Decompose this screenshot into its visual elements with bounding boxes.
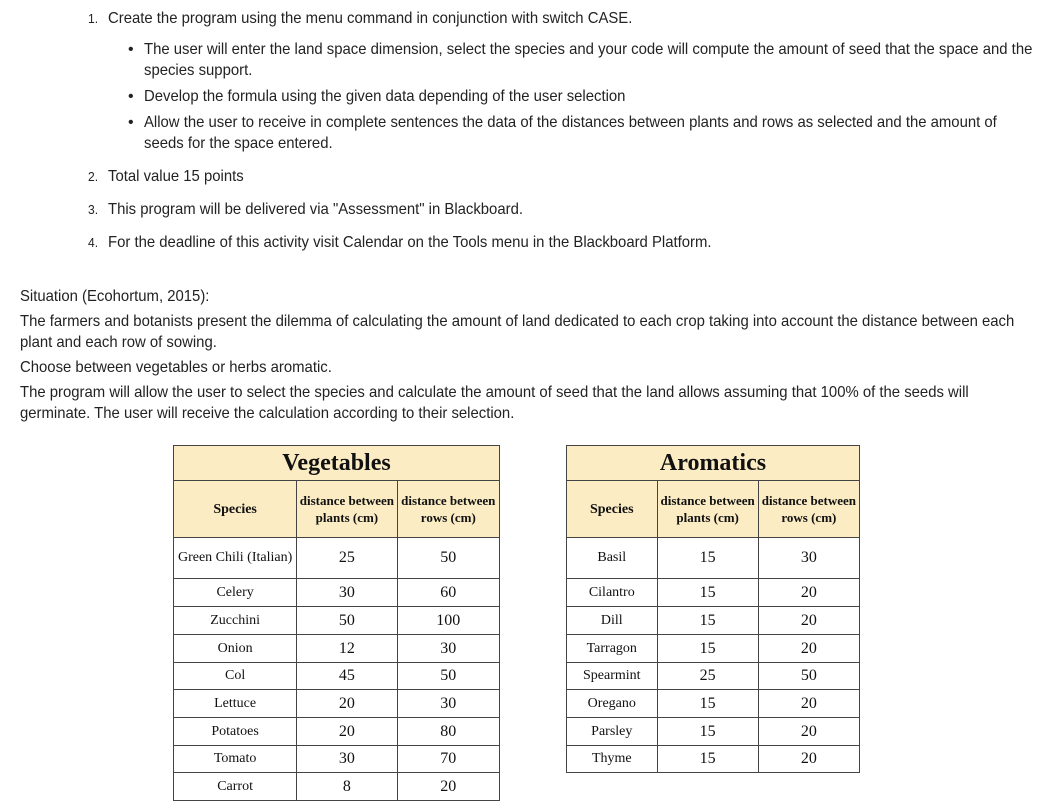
value-cell: 70	[397, 746, 499, 773]
value-cell: 15	[657, 718, 758, 746]
table-title: Aromatics	[567, 446, 860, 481]
table-row	[567, 746, 860, 773]
species-cell: Carrot	[174, 773, 297, 801]
bullet-item: • The user will enter the land space dimension, select the species and your code will compute the amount of seed that the space and the species support.	[128, 41, 1033, 79]
situation-heading: Situation (Ecohortum, 2015):	[20, 288, 210, 305]
table-row	[174, 773, 500, 801]
species-cell: Onion	[174, 635, 297, 663]
situation-section	[20, 286, 1030, 424]
table-row	[174, 663, 500, 690]
table-header-row	[174, 481, 500, 538]
aromatics-table	[566, 445, 860, 773]
species-cell: Spearmint	[567, 663, 658, 690]
species-cell: Cilantro	[567, 579, 658, 607]
column-header: distance between rows (cm)	[397, 481, 499, 538]
value-cell: 30	[297, 746, 397, 773]
value-cell: 30	[297, 579, 397, 607]
instruction-item-3	[88, 199, 1033, 220]
table-row	[174, 579, 500, 607]
value-cell: 20	[758, 635, 859, 663]
bullet-item: • Develop the formula using the given data depending of the user selection	[128, 88, 626, 105]
value-cell: 50	[397, 538, 499, 579]
item-text: For the deadline of this activity visit Calendar on the Tools menu in the Blackboard Platform.	[108, 234, 712, 251]
value-cell: 25	[657, 663, 758, 690]
value-cell: 30	[397, 635, 499, 663]
table-row	[567, 579, 860, 607]
species-cell: Tomato	[174, 746, 297, 773]
value-cell: 12	[297, 635, 397, 663]
instruction-bullets	[88, 39, 1033, 154]
situation-paragraph: The program will allow the user to select the species and calculate the amount of seed that the land allows assuming that 100% of the seeds will germinate. The user will receive the calculation according to their selection.	[20, 384, 969, 422]
species-cell: Celery	[174, 579, 297, 607]
value-cell: 8	[297, 773, 397, 801]
table-row	[174, 635, 500, 663]
value-cell: 20	[758, 718, 859, 746]
value-cell: 15	[657, 579, 758, 607]
item-text: This program will be delivered via "Assessment" in Blackboard.	[108, 201, 523, 218]
value-cell: 20	[758, 607, 859, 635]
situation-paragraph: Choose between vegetables or herbs aromatic.	[20, 359, 332, 376]
value-cell: 20	[758, 579, 859, 607]
value-cell: 20	[758, 690, 859, 718]
value-cell: 20	[297, 718, 397, 746]
table-row	[567, 607, 860, 635]
instruction-item-2	[88, 166, 1033, 187]
table-row	[567, 663, 860, 690]
vegetables-table	[173, 445, 500, 801]
item-number: 3.	[88, 202, 99, 217]
species-cell: Lettuce	[174, 690, 297, 718]
value-cell: 25	[297, 538, 397, 579]
column-header: distance between plants (cm)	[657, 481, 758, 538]
table-row	[174, 690, 500, 718]
table-title-row	[567, 446, 860, 481]
species-cell: Parsley	[567, 718, 658, 746]
item-number: 1.	[88, 11, 99, 26]
instruction-item-1	[88, 8, 1033, 29]
species-cell: Thyme	[567, 746, 658, 773]
column-header: distance between rows (cm)	[758, 481, 859, 538]
value-cell: 20	[758, 746, 859, 773]
value-cell: 45	[297, 663, 397, 690]
vegetables-body	[174, 446, 500, 801]
bullet-item: • Allow the user to receive in complete sentences the data of the distances between plants and rows as selected and the amount of seeds for the space entered.	[128, 114, 997, 152]
item-number: 2.	[88, 169, 99, 184]
species-cell: Zucchini	[174, 607, 297, 635]
value-cell: 15	[657, 635, 758, 663]
species-cell: Potatoes	[174, 718, 297, 746]
species-cell: Tarragon	[567, 635, 658, 663]
value-cell: 20	[297, 690, 397, 718]
table-row	[567, 718, 860, 746]
table-header-row	[567, 481, 860, 538]
situation-paragraph: The farmers and botanists present the dilemma of calculating the amount of land dedicated to each crop taking into account the distance between each plant and each row of sowing.	[20, 313, 1015, 351]
value-cell: 30	[397, 690, 499, 718]
column-header: distance between plants (cm)	[297, 481, 397, 538]
value-cell: 50	[297, 607, 397, 635]
column-header: Species	[174, 481, 297, 538]
instructions-list	[88, 8, 1033, 253]
item-text: Total value 15 points	[108, 168, 244, 185]
species-cell: Oregano	[567, 690, 658, 718]
species-cell: Dill	[567, 607, 658, 635]
value-cell: 100	[397, 607, 499, 635]
aromatics-body	[567, 446, 860, 773]
item-number: 4.	[88, 235, 99, 250]
table-row	[174, 746, 500, 773]
value-cell: 15	[657, 690, 758, 718]
value-cell: 15	[657, 746, 758, 773]
table-row	[174, 718, 500, 746]
table-row	[567, 635, 860, 663]
species-cell: Col	[174, 663, 297, 690]
value-cell: 20	[397, 773, 499, 801]
value-cell: 60	[397, 579, 499, 607]
value-cell: 50	[758, 663, 859, 690]
table-title-row	[174, 446, 500, 481]
table-row	[567, 538, 860, 579]
species-cell: Basil	[567, 538, 658, 579]
value-cell: 80	[397, 718, 499, 746]
table-title: Vegetables	[174, 446, 500, 481]
value-cell: 15	[657, 538, 758, 579]
column-header: Species	[567, 481, 658, 538]
value-cell: 15	[657, 607, 758, 635]
table-row	[174, 538, 500, 579]
table-row	[567, 690, 860, 718]
species-cell: Green Chili (Italian)	[174, 538, 297, 579]
value-cell: 30	[758, 538, 859, 579]
value-cell: 50	[397, 663, 499, 690]
item-text: Create the program using the menu command in conjunction with switch CASE.	[108, 10, 633, 27]
table-row	[174, 607, 500, 635]
instruction-item-4	[88, 232, 1033, 253]
